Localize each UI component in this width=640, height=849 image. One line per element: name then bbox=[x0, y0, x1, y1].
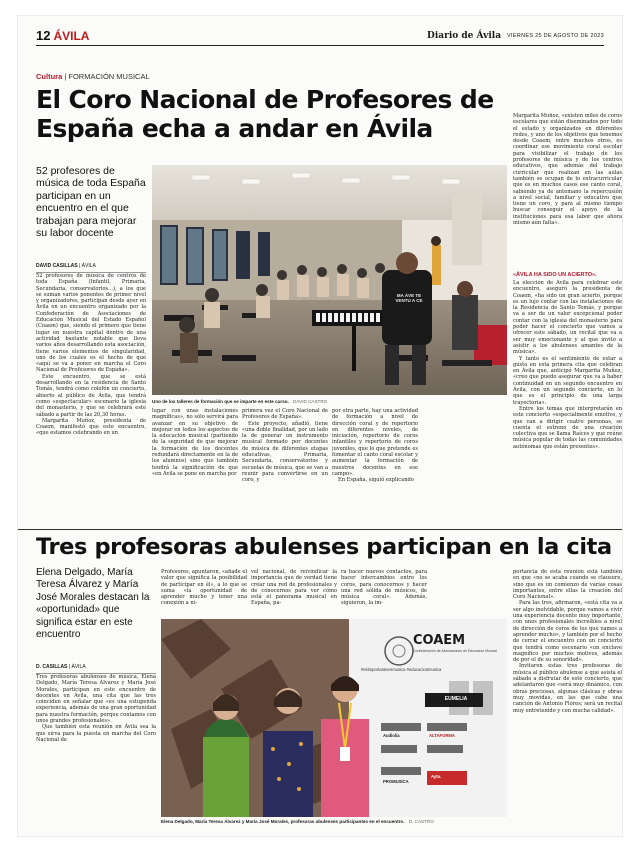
article2-col4: ra hacer nuevos contactos, para hacer intercambios entre los coros, para conocernos y hacer una red sólida de músicos, de música coral». Además, siguieron, la im- bbox=[341, 569, 427, 607]
photo-caption-1: Uno de los talleres de formación que se imparte en este curso. DAVID CASTRO bbox=[152, 399, 328, 404]
second-byline: D. CASILLAS | ÁVILA bbox=[36, 664, 156, 674]
issue-date: VIERNES 25 DE AGOSTO DE 2023 bbox=[507, 32, 604, 39]
rehearsal-scene bbox=[152, 165, 507, 395]
main-byline: DAVID CASILLAS | ÁVILA bbox=[36, 263, 146, 273]
section-name: ÁVILA bbox=[53, 28, 90, 43]
coaem-logo-sub: Confederación de Asociaciones de Educación Musical bbox=[413, 649, 498, 653]
article1-col3: primera vez el Coro Nacional de Profesores de España». Este proyecto, añadió, tiene «una doble finalidad, por un lado la de generar un instrumento musical formado por docentes de música de diferentes etapas educativas, Primaria, Secundaria, conservatorios y escuelas de música, que se van a reunir para convertirse en un coro, y bbox=[242, 408, 328, 484]
article2-col2: Profesores, apuntaron, «añade el valor que significa la posibilidad de participar en él», a lo que se suma «la oportunidad de aprender mucho y tener una conexión a ni- bbox=[161, 569, 247, 607]
byline-place: ÁVILA bbox=[81, 263, 96, 269]
article1-col2: lugar con unas instalaciones magníficas», no sólo servirá para avanzar en su objetivo de mejorar en todos los aspectos de la educación musical (partiendo de la seguridad de que mejorar la formación de los docentes redundará directamente en la de los alumnos) sino que también tendrá la significación de que «en Ávila se pone en marcha por bbox=[152, 408, 238, 477]
article1-col4: por otra parte, hay una actividad de formación a nivel de dirección coral y de repertorio en diferentes niveles, de iniciación, repertorio de coros infantiles y repertorio de coros juveniles, que lo que pretende es fomentar el canto coral escolar y aumentar la formación de nuestros docentes en ese campo». En España, siguió explicando bbox=[332, 408, 418, 484]
sponsor-eumelia: EUMELIA bbox=[444, 696, 468, 702]
sponsor-altaforma: ALTAFORMA bbox=[429, 733, 455, 738]
byline2-place: ÁVILA bbox=[71, 664, 86, 670]
sponsor-audiolia: Audiolia bbox=[383, 733, 400, 738]
article2-col5: portancia de esta reunión está también en que «no se acaba cuando se clausure, sino que es un comienzo de varias cosas importantes, entre ellas la creación del Coro Nacional». Para las tres, afirmaron, «está cita va a ser algo inolvidable, porque vamos a vivir una experiencia docente muy importante, con unos profesionales increíbles a nivel de dirección de coros de los que vamos a aprender mucho», y también por el hecho de cerrar el encuentro con un concierto que tendrá como escenario «un enclave magnífico por muchos motivos, además de por el de su sonoridad». Invitaron estas tres profesoras de música al público abulense a que asista el sábado a disfrutar de este concierto, que adelantaron que «será muy dinámico, con obras preciosas, algunas clásicas y obras muy movidas, en las que cabe una canción de Antonio Flores; será un recital muy entretenido y con mucha calidad». bbox=[513, 569, 622, 714]
teachers-photo bbox=[161, 619, 507, 817]
page-number: 12 bbox=[36, 28, 51, 43]
article2-col3: vel nacional, de reivindicar la importancia que de verdad tiene crear una red de profesionales y de conocernos para ver cómo está el panorama musical en España, pa- bbox=[251, 569, 337, 607]
article1-col1: 52 profesores de música de centros de toda España (Infantil, Primaria, Secundaria, conservatorios...), a los que se suman varios ponentes de primer nivel y organizadores, participan desde ayer en Ávila en un encuentro organizado por la Confederación de Asociaciones de Educación Musical del Estado Español (Coaem) que, siendo el primero que tiene lugar en nuestra capital dentro de una actividad bastante notable que lleva varios años desarrollando esta asociación, tiene varios elementos de singularidad, uno de los cuales es el hecho de que «aquí se va a poner en marcha el Coro Nacional de Profesores de España». Este encuentro, que se está desarrollando en la residencia de Santo Tomás, tendrá como colofón un concierto, abierto al público de Ávila, que tendrá como «espectacular» escenario la iglesia del monasterio, y que se celebrará este sábado a partir de las 20,30 horas. Margarita Muñoz, presidenta de Coaem, manifestó que este encuentro, «que estamos celebrando en un bbox=[36, 273, 146, 437]
main-subhead: 52 profesores de música de toda España participan en un encuentro en el que trabajan para mejorar su labor docente bbox=[36, 165, 146, 240]
rehearsal-photo bbox=[152, 165, 507, 395]
coaem-logo: COAEM bbox=[413, 633, 466, 648]
newspaper-name: Diario de Ávila bbox=[427, 30, 502, 41]
byline-author: DAVID CASILLAS bbox=[36, 263, 78, 269]
article-divider bbox=[18, 529, 622, 530]
second-headline: Tres profesoras abulenses participan en la cita bbox=[36, 534, 612, 560]
kicker-topic: FORMACIÓN MUSICAL bbox=[68, 72, 150, 81]
photo-caption-2: Elena Delgado, María Teresa Álvarez y María José Morales, profesoras abulenses participantes en el encuentro. D. CASTRO bbox=[161, 819, 434, 824]
newspaper-page bbox=[18, 16, 622, 836]
side-heading: «ÁVILA HA SIDO UN ACIERTO». bbox=[513, 272, 597, 278]
byline2-author: D. CASILLAS bbox=[36, 664, 68, 670]
section-kicker: Cultura | FORMACIÓN MUSICAL bbox=[36, 72, 150, 81]
article1-col5: Margarita Muñoz, «existen miles de coros escolares que están diseminados por todo el estado y organizados en diferentes redes, y uno de los objetivos que tenemos desde Coaem, entre muchos otros, es coordinar ese movimiento coral escolar para visibilizar el trabajo de los profesores de música y de los centros educativos, que además del trabajo curricular que realizan en las aulas también se ocupan de lo extracurricular que es en muchos casos ese canto coral, sabiendo ya de antemano la repercusión a nivel social, familiar y educativo que tiene un coro, y para al mismo tiempo buscar conseguir el apoyo de la instituciones para esa labor que ahora mismo aún falta». bbox=[513, 113, 622, 227]
article1-col5b: La elección de Ávila para celebrar este encuentro, aseguró la presidenta de Coaem, «ha sido un gran acierto, porque es un lujo contar con las instalaciones de la Residencia de Santo Tomás, y porque va a ser de un valor excepcional poder contar con la iglesia del monasterio para poder hacer el concierto que vamos a ofrecer este sábado, un recital que va a ser muy emocionante y al que invito a asistir a los abulenses amantes de la música». Y tanto es el sentimiento de estar a gusto en esta primera cita que celebran en Ávila que, anticipó Margarita Muñoz, «creo que puedo asegurar que va a haber continuidad en un segundo encuentro en Ávila, con un segundo concierto, en lo que es el principio de una larga trayectoria». Entre los temas que interpretarán en este concierto «especialmente emotivo, y que van a dirigir cuatro personas, se cuenta el estreno de una creación colectiva que se llama Raíces y que reúne música popular de todas las comunidades autónomas que están presentes». bbox=[513, 280, 622, 450]
article2-col1: Tres profesoras abulenses de música, Elena Delgado, María Teresa Álvarez y María José Morales, participan en este encuentro de docentes en Ávila, una cita que las tres coinciden en señalar que «es una estupenda experiencia, además de una gran oportunidad para nuestra formación, porque contamos con unos grandes profesionales». Que también esta reunión en Ávila sea la que sirva para la puesta en marcha del Coro Nacional de bbox=[36, 674, 156, 743]
kicker-section: Cultura bbox=[36, 72, 63, 81]
shirt-print: MA ÁVE TE VENTU A CE bbox=[395, 293, 423, 303]
second-subhead: Elena Delgado, María Teresa Álvarez y María José Morales destacan la «oportunidad» que significa estar en este encuentro bbox=[36, 567, 150, 641]
main-headline: El Coro Nacional de Profesores de España echa a andar en Ávila bbox=[36, 85, 494, 143]
sponsor-ayto: Ayto. bbox=[431, 774, 442, 779]
sponsor-promusica: PROMUSICA bbox=[383, 779, 409, 784]
banner-hashtags: #esimportanteenmusica #educacionmusica bbox=[361, 667, 442, 672]
masthead bbox=[36, 26, 604, 46]
